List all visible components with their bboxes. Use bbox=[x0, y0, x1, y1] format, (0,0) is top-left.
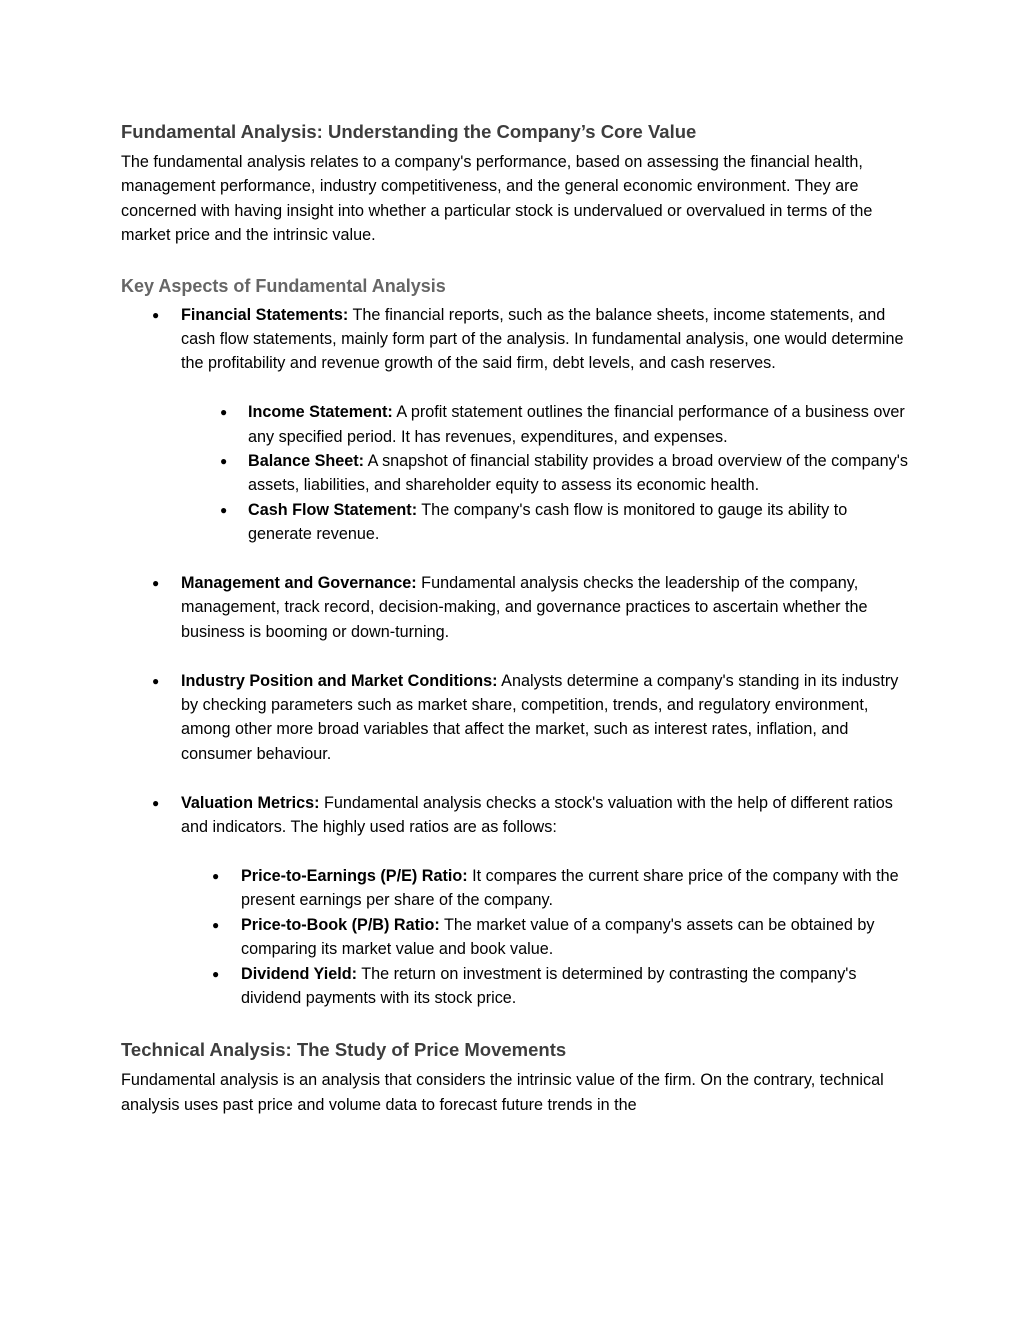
bullet-icon: ● bbox=[220, 502, 228, 517]
document-page bbox=[121, 118, 911, 1117]
item-label: Cash Flow Statement: bbox=[248, 500, 418, 519]
financial-statements-sublist bbox=[121, 400, 911, 546]
section-heading-technical: Technical Analysis: The Study of Price Movements bbox=[121, 1039, 567, 1061]
item-text: The financial reports, such as the balance sheets, income statements, and cash flow statements, mainly form part of the analysis. In fundamental analysis, one would determine the profitability and revenue growth of the said firm, debt levels, and cash reserves. bbox=[181, 305, 904, 373]
list-item-valuation-metrics bbox=[121, 791, 911, 840]
bullet-icon: ● bbox=[152, 673, 160, 688]
bullet-icon: ● bbox=[152, 307, 160, 322]
key-aspects-list-continued bbox=[121, 571, 911, 839]
item-label: Industry Position and Market Conditions: bbox=[181, 671, 498, 690]
item-label: Dividend Yield: bbox=[241, 964, 358, 983]
key-aspects-list bbox=[121, 303, 911, 376]
list-item-balance-sheet bbox=[121, 449, 911, 498]
list-item-cash-flow-statement bbox=[121, 498, 911, 547]
section-heading-fundamental: Fundamental Analysis: Understanding the Company’s Core Value bbox=[121, 121, 697, 142]
bullet-icon: ● bbox=[220, 405, 228, 420]
list-item-management-governance bbox=[121, 571, 911, 644]
list-item-income-statement bbox=[121, 400, 911, 449]
item-text: The return on investment is determined by contrasting the company's dividend payments with its stock price. bbox=[241, 964, 857, 1007]
list-item-financial-statements bbox=[121, 303, 911, 376]
valuation-metrics-sublist bbox=[121, 864, 911, 1010]
section-heading-key-aspects: Key Aspects of Fundamental Analysis bbox=[121, 275, 446, 296]
list-item-pb-ratio bbox=[121, 913, 911, 962]
item-text: Fundamental analysis checks a stock's valuation with the help of different ratios and indicators. The highly used ratios are as follows: bbox=[181, 793, 893, 837]
bullet-icon: ● bbox=[212, 868, 220, 883]
item-label: Price-to-Book (P/B) Ratio: bbox=[241, 915, 440, 934]
technical-intro-paragraph: Fundamental analysis is an analysis that considers the intrinsic value of the firm. On the contrary, technical analysis uses past price and volume data to forecast future trends in the bbox=[121, 1071, 884, 1114]
item-label: Valuation Metrics: bbox=[181, 793, 320, 812]
bullet-icon: ● bbox=[220, 454, 228, 469]
list-item-industry-position bbox=[121, 669, 911, 767]
list-item-pe-ratio bbox=[121, 864, 911, 913]
item-text: A profit statement outlines the financial performance of a business over any specified period. It has revenues, expenditures, and expenses. bbox=[248, 403, 905, 446]
bullet-icon: ● bbox=[212, 917, 220, 932]
item-text: Analysts determine a company's standing in its industry by checking parameters such as market share, competition, trends, and regulatory environment, among other more broad variables that affect the market, such as interest rates, inflation, and consumer behaviour. bbox=[181, 671, 899, 763]
item-label: Management and Governance: bbox=[181, 574, 417, 593]
item-label: Balance Sheet: bbox=[248, 452, 365, 471]
item-label: Financial Statements: bbox=[181, 305, 349, 324]
item-text: The company's cash flow is monitored to gauge its ability to generate revenue. bbox=[248, 500, 848, 544]
item-text: It compares the current share price of the company with the present earnings per share of the company. bbox=[241, 866, 899, 910]
bullet-icon: ● bbox=[212, 966, 220, 981]
item-text: The market value of a company's assets can be obtained by comparing its market value and book value. bbox=[241, 915, 875, 959]
item-text: Fundamental analysis checks the leadership of the company, management, track record, decision-making, and governance practices to ascertain whether the business is booming or down-turning. bbox=[181, 574, 868, 641]
item-text: A snapshot of financial stability provides a broad overview of the company's assets, liabilities, and shareholder equity to assess its economic health. bbox=[248, 452, 908, 495]
bullet-icon: ● bbox=[152, 576, 160, 591]
list-item-dividend-yield bbox=[121, 962, 911, 1011]
item-label: Price-to-Earnings (P/E) Ratio: bbox=[241, 866, 468, 885]
bullet-icon: ● bbox=[152, 795, 160, 810]
fundamental-intro-paragraph: The fundamental analysis relates to a company's performance, based on assessing the financial health, management performance, industry competitiveness, and the general economic environment. They are concerned with having insight into whether a particular stock is undervalued or overvalued in terms of the market price and the intrinsic value. bbox=[121, 153, 873, 245]
item-label: Income Statement: bbox=[248, 403, 393, 422]
